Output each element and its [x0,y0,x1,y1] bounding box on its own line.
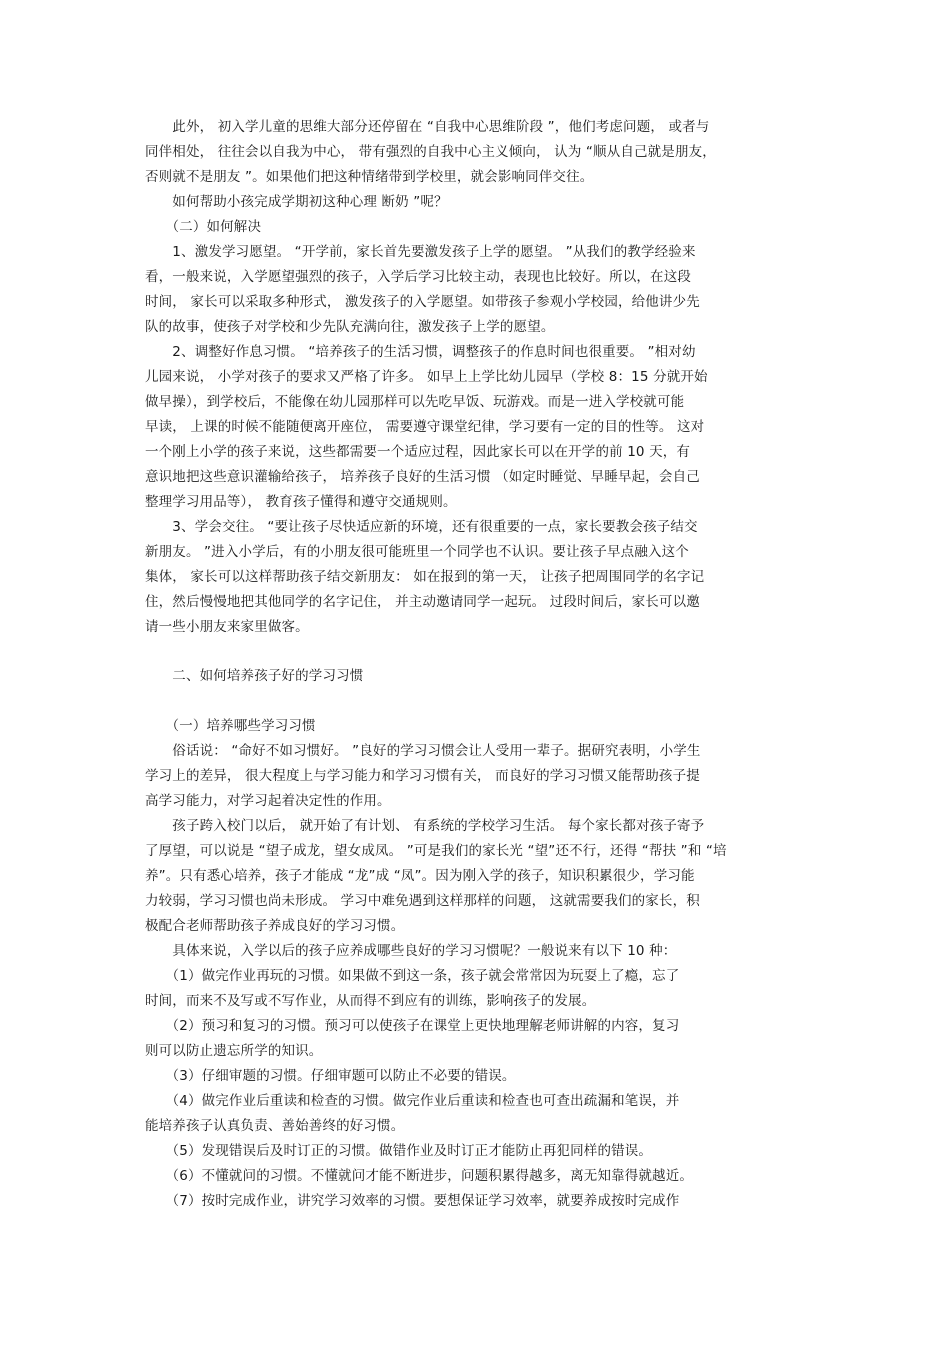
text-line: 否则就不是朋友 ”。如果他们把这种情绪带到学校里，就会影响同伴交往。 [145,169,594,185]
text-line: 住，然后慢慢地把其他同学的名字记住， 并主动邀请同学一起玩。 过段时间后，家长可以邀 [145,594,700,610]
section-heading: （二）如何解决 [145,219,262,235]
text-line: 儿园来说， 小学对孩子的要求又严格了许多。 如早上上学比幼儿园早（学校 8：15 分就开始 [145,369,708,385]
text-line: 高学习能力，对学习起着决定性的作用。 [145,793,391,809]
text-line: 意识地把这些意识灌输给孩子， 培养孩子良好的生活习惯 （如定时睡觉、早睡早起，会自己 [145,469,700,485]
text-line: 同伴相处， 往往会以自我为中心， 带有强烈的自我中心主义倾向， 认为 “顺从自己就是朋友， [145,144,716,160]
text-line: （4）做完作业后重读和检查的习惯。做完作业后重读和检查也可查出疏漏和笔误，并 [145,1093,680,1109]
text-line: 队的故事，使孩子对学校和少先队充满向往，激发孩子上学的愿望。 [145,319,555,335]
text-line: 具体来说，入学以后的孩子应养成哪些良好的学习习惯呢？一般说来有以下 10 种： [145,943,677,959]
text-line: 能培养孩子认真负责、善始善终的好习惯。 [145,1118,405,1134]
text-line: 极配合老师帮助孩子养成良好的学习习惯。 [145,918,405,934]
text-line: 了厚望，可以说是 “望子成龙，望女成凤。 ”可是我们的家长光 “望”还不行，还得 “帮扶 ”和 “培 [145,843,727,859]
section-heading: 二、如何培养孩子好的学习习惯 [145,668,364,684]
text-line: 此外， 初入学儿童的思维大部分还停留在 “自我中心思维阶段 ”，他们考虑问题， 或者与 [145,119,710,135]
text-line: （6）不懂就问的习惯。不懂就问才能不断进步，问题积累得越多，离无知靠得就越近。 [145,1168,693,1184]
text-line: 1、激发学习愿望。 “开学前，家长首先要激发孩子上学的愿望。 ”从我们的教学经验来 [145,244,696,260]
text-line: 整理学习用品等）， 教育孩子懂得和遵守交通规则。 [145,494,457,510]
text-line: （5）发现错误后及时订正的习惯。做错作业及时订正才能防止再犯同样的错误。 [145,1143,653,1159]
text-line: 集体， 家长可以这样帮助孩子结交新朋友： 如在报到的第一天， 让孩子把周围同学的名字记 [145,569,705,585]
text-line: 养”。只有悉心培养，孩子才能成 “龙”成 “凤”。因为刚入学的孩子，知识积累很少，学习能 [145,868,695,884]
section-heading: （一）培养哪些学习习惯 [145,718,316,734]
text-line: 请一些小朋友来家里做客。 [145,619,309,635]
text-line: 力较弱，学习习惯也尚未形成。 学习中难免遇到这样那样的问题， 这就需要我们的家长，积 [145,893,700,909]
text-line: 时间， 家长可以采取多种形式， 激发孩子的入学愿望。如带孩子参观小学校园，给他讲少先 [145,294,700,310]
text-line: 看，一般来说，入学愿望强烈的孩子，入学后学习比较主动，表现也比较好。所以，在这段 [145,269,691,285]
text-line: 2、调整好作息习惯。 “培养孩子的生活习惯，调整孩子的作息时间也很重要。 ”相对幼 [145,344,696,360]
text-line: 如何帮助小孩完成学期初这种心理 断奶 ”呢？ [145,194,448,210]
text-line: 新朋友。 ”进入小学后，有的小朋友很可能班里一个同学也不认识。要让孩子早点融入这个 [145,544,689,560]
text-line: 学习上的差异， 很大程度上与学习能力和学习习惯有关， 而良好的学习习惯又能帮助孩子提 [145,768,700,784]
text-line: （7）按时完成作业，讲究学习效率的习惯。要想保证学习效率，就要养成按时完成作 [145,1193,680,1209]
text-line: 3、学会交往。 “要让孩子尽快适应新的环境，还有很重要的一点，家长要教会孩子结交 [145,519,698,535]
text-line: 一个刚上小学的孩子来说，这些都需要一个适应过程，因此家长可以在开学的前 10 天，有 [145,444,691,460]
text-line: （2）预习和复习的习惯。预习可以使孩子在课堂上更快地理解老师讲解的内容，复习 [145,1018,680,1034]
text-line: 时间，而来不及写或不写作业，从而得不到应有的训练，影响孩子的发展。 [145,993,596,1009]
text-line: （1）做完作业再玩的习惯。如果做不到这一条，孩子就会常常因为玩耍上了瘾，忘了 [145,968,680,984]
text-line: 早读， 上课的时候不能随便离开座位， 需要遵守课堂纪律，学习要有一定的目的性等。 这对 [145,419,705,435]
text-line: 则可以防止遗忘所学的知识。 [145,1043,323,1059]
text-line: （3）仔细审题的习惯。仔细审题可以防止不必要的错误。 [145,1068,516,1084]
text-line: 孩子跨入校门以后， 就开始了有计划、 有系统的学校学习生活。 每个家长都对孩子寄予 [145,818,705,834]
text-line: 做早操），到学校后，不能像在幼儿园那样可以先吃早饭、玩游戏。而是一进入学校就可能 [145,394,685,410]
text-line: 俗话说： “命好不如习惯好。 ”良好的学习习惯会让人受用一辈子。据研究表明，小学生 [145,743,701,759]
